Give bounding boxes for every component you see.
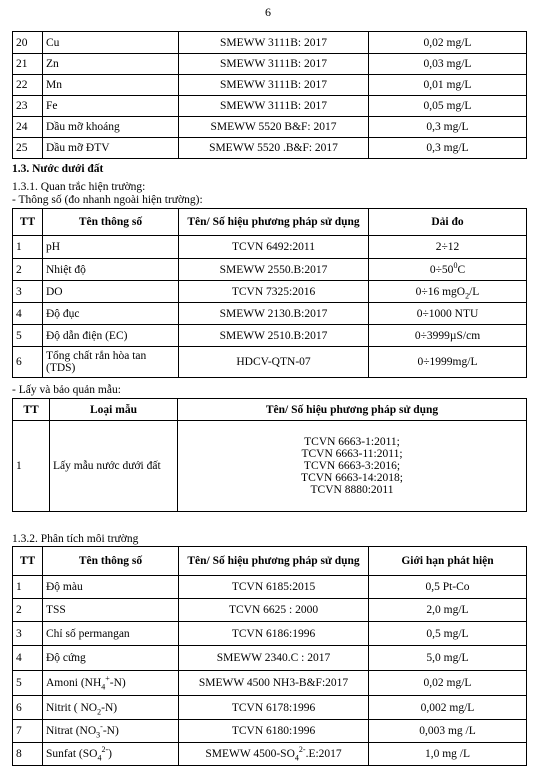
table-row: [13, 576, 527, 599]
table-row: [13, 421, 527, 512]
param-name: Tổng chất rắn hòa tan (TDS): [43, 347, 179, 378]
method: SMEWW 3111B: 2017: [179, 96, 369, 117]
detection-limit: 2,0 mg/L: [369, 599, 527, 622]
param-name: Amoni $(NH_4^+-N)$: [43, 671, 179, 696]
method: TCVN 6185:2015: [179, 576, 369, 599]
table-row: [13, 325, 527, 347]
param-name: DO: [43, 281, 179, 303]
range: 0÷1999mg/L: [369, 347, 527, 378]
param-name: Zn: [43, 54, 179, 75]
table-row: [13, 54, 527, 75]
method: SMEWW 5520 .B&F: 2017: [179, 138, 369, 159]
method: SMEWW 4500 NH3-B&F:2017: [179, 671, 369, 696]
detection-limit: 0,5 Pt-Co: [369, 576, 527, 599]
param-name: Độ màu: [43, 576, 179, 599]
row-tt: 1: [13, 236, 43, 259]
header-method: Tên/ Số hiệu phương pháp sử dụng: [179, 209, 369, 236]
param-name: Chỉ số permangan: [43, 622, 179, 646]
range: 0÷3999µS/cm: [369, 325, 527, 347]
range: $0\div 50^0C$: [369, 259, 527, 281]
param-name: Nitrit ( $NO_2-N$): [43, 696, 179, 720]
row-tt: 3: [13, 622, 43, 646]
table-row: [13, 32, 527, 54]
range: 0÷1000 NTU: [369, 303, 527, 325]
param-name: Cu: [43, 32, 179, 54]
table-row: [13, 303, 527, 325]
row-tt: 22: [13, 75, 43, 96]
param-name: Độ cứng: [43, 646, 179, 671]
method: SMEWW $4500-SO_4^{2-}.E:2017$: [179, 743, 369, 766]
row-tt: 7: [13, 720, 43, 743]
method: TCVN 6178:1996: [179, 696, 369, 720]
detection-limit: 0,05 mg/L: [369, 96, 527, 117]
detection-limit: 0,01 mg/L: [369, 75, 527, 96]
header-detection-limit: Giới hạn phát hiện: [369, 547, 527, 576]
field-parameters-table: [12, 208, 527, 378]
param-name: Dầu mỡ khoáng: [43, 117, 179, 138]
method: TCVN 7325:2016: [179, 281, 369, 303]
method: TCVN 6492:2011: [179, 236, 369, 259]
detection-limit: 0,3 mg/L: [369, 117, 527, 138]
method: SMEWW 3111B: 2017: [179, 54, 369, 75]
row-tt: 4: [13, 646, 43, 671]
table-row: [13, 138, 527, 159]
table-row: [13, 259, 527, 281]
table-row: [13, 671, 527, 696]
method: SMEWW 2130.B:2017: [179, 303, 369, 325]
param-name: Fe: [43, 96, 179, 117]
subsection-lab-analysis: 1.3.2. Phân tích môi trường: [12, 533, 139, 545]
param-name: Nitrat $(NO_3^--N)$: [43, 720, 179, 743]
page-number: 6: [265, 5, 271, 19]
detection-limit: 0,002 mg/L: [369, 696, 527, 720]
detection-limit: 1,0 mg /L: [369, 743, 527, 766]
field-params-label: - Thông số (đo nhanh ngoài hiện trường):: [12, 194, 203, 206]
table-row: [13, 599, 527, 622]
header-method: Tên/ Số hiệu phương pháp sử dụng: [179, 547, 369, 576]
row-tt: 21: [13, 54, 43, 75]
method: HDCV-QTN-07: [179, 347, 369, 378]
table-row: [13, 696, 527, 720]
header-tt: TT: [13, 399, 50, 421]
row-tt: 3: [13, 281, 43, 303]
detection-limit: 0,03 mg/L: [369, 54, 527, 75]
range: 2÷12: [369, 236, 527, 259]
header-tt: TT: [13, 547, 43, 576]
sampling-label: - Lấy và bảo quản mẫu:: [12, 384, 121, 396]
sample-type: Lấy mẫu nước dưới đất: [50, 421, 178, 512]
method: SMEWW 2340.C : 2017: [179, 646, 369, 671]
detection-limit: 0,003 mg /L: [369, 720, 527, 743]
header-param-name: Tên thông số: [43, 209, 179, 236]
row-tt: 25: [13, 138, 43, 159]
row-tt: 2: [13, 259, 43, 281]
param-name: TSS: [43, 599, 179, 622]
table-row: [13, 743, 527, 766]
row-tt: 5: [13, 671, 43, 696]
table-row: [13, 281, 527, 303]
row-tt: 6: [13, 347, 43, 378]
row-tt: 6: [13, 696, 43, 720]
row-tt: 5: [13, 325, 43, 347]
row-tt: 1: [13, 576, 43, 599]
method: SMEWW 5520 B&F: 2017: [179, 117, 369, 138]
table-row: [13, 622, 527, 646]
lab-analysis-table: [12, 546, 527, 766]
header-param-name: Tên thông số: [43, 547, 179, 576]
table-row: [13, 236, 527, 259]
method: TCVN 6186:1996: [179, 622, 369, 646]
row-tt: 2: [13, 599, 43, 622]
param-name: pH: [43, 236, 179, 259]
method: SMEWW 2550.B:2017: [179, 259, 369, 281]
detection-limit: 0,3 mg/L: [369, 138, 527, 159]
method: SMEWW 2510.B:2017: [179, 325, 369, 347]
detection-limit: 0,02 mg/L: [369, 32, 527, 54]
detection-limit: 5,0 mg/L: [369, 646, 527, 671]
subsection-field-monitoring: 1.3.1. Quan trắc hiện trường:: [12, 181, 146, 193]
param-name: Độ đục: [43, 303, 179, 325]
table-row: [13, 75, 527, 96]
param-name: Dầu mỡ ĐTV: [43, 138, 179, 159]
row-tt: 23: [13, 96, 43, 117]
method: TCVN 6180:1996: [179, 720, 369, 743]
table-row: [13, 720, 527, 743]
row-tt: 8: [13, 743, 43, 766]
method: TCVN 6625 : 2000: [179, 599, 369, 622]
param-name: Sunfat $(SO_4^{2-})$: [43, 743, 179, 766]
row-tt: 1: [13, 421, 50, 512]
detection-limit: 0,5 mg/L: [369, 622, 527, 646]
header-sample-type: Loại mẫu: [50, 399, 178, 421]
param-name: Nhiệt độ: [43, 259, 179, 281]
range: 0÷16 mgO$_2$/L: [369, 281, 527, 303]
param-name: Mn: [43, 75, 179, 96]
surface-water-analysis-table: [12, 31, 527, 159]
row-tt: 24: [13, 117, 43, 138]
table-row: [13, 646, 527, 671]
section-heading-groundwater: 1.3. Nước dưới đất: [12, 163, 104, 175]
method: SMEWW 3111B: 2017: [179, 75, 369, 96]
header-tt: TT: [13, 209, 43, 236]
method: SMEWW 3111B: 2017: [179, 32, 369, 54]
header-method: Tên/ Số hiệu phương pháp sử dụng: [178, 399, 527, 421]
row-tt: 20: [13, 32, 43, 54]
table-row: [13, 96, 527, 117]
table-row: [13, 117, 527, 138]
header-range: Dải đo: [369, 209, 527, 236]
table-row: [13, 347, 527, 378]
sampling-methods: TCVN 6663-1:2011; TCVN 6663-11:2011; TCVN 6663-3:2016; TCVN 6663-14:2018; TCVN 8880:2011: [178, 421, 527, 512]
sampling-table: [12, 398, 527, 512]
param-name: Độ dẫn điện (EC): [43, 325, 179, 347]
row-tt: 4: [13, 303, 43, 325]
detection-limit: 0,02 mg/L: [369, 671, 527, 696]
